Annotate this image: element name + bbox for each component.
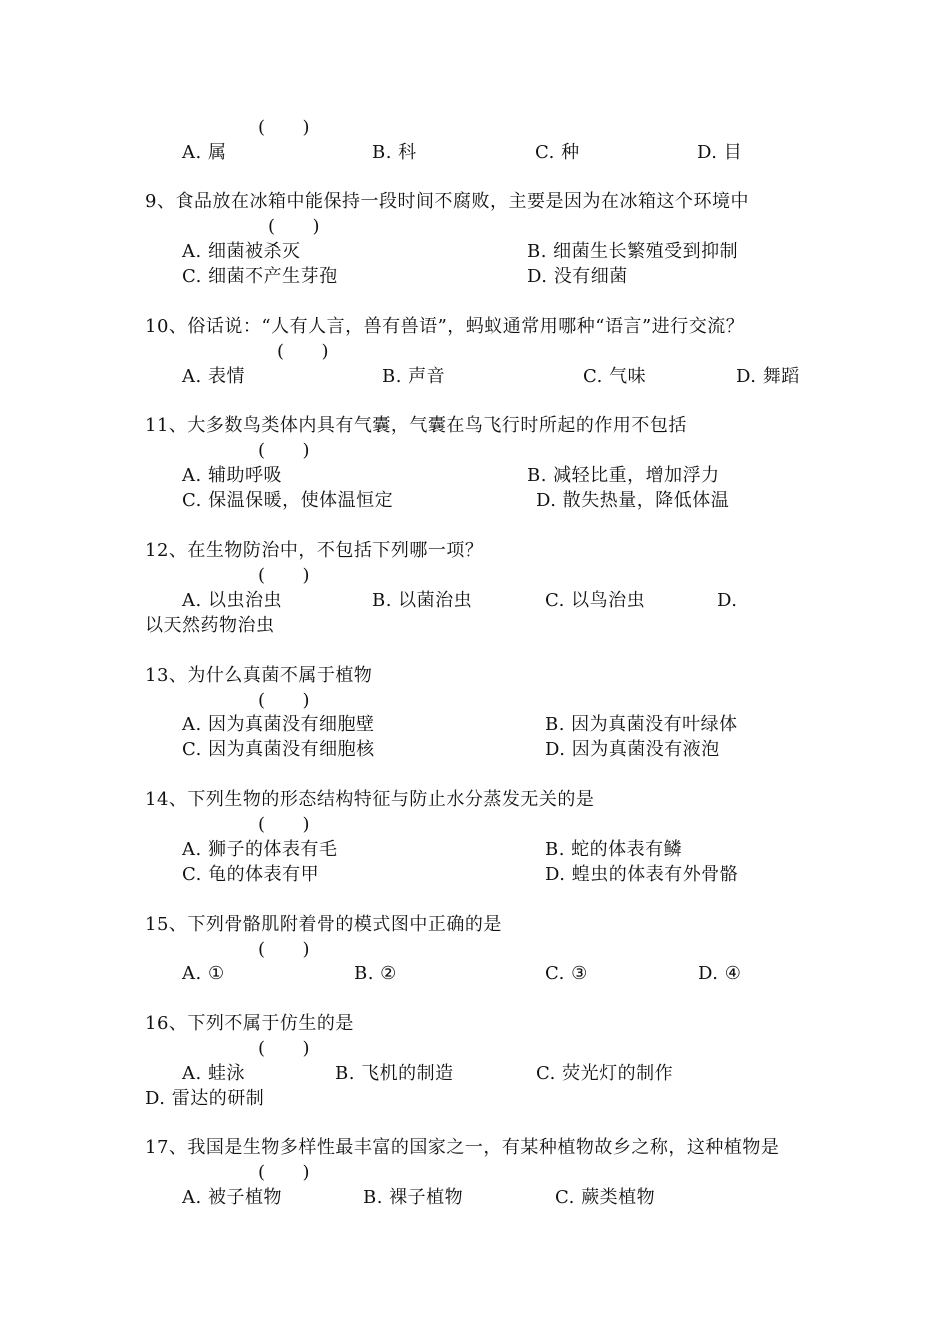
q12-option-c: C. 以鸟治虫 (545, 590, 646, 611)
q12-answer-paren: ( ) (258, 565, 311, 586)
q9-option-a: A. 细菌被杀灭 (182, 241, 301, 262)
q16-option-a: A. 蛙泳 (182, 1063, 245, 1084)
q14-option-b: B. 蛇的体表有鳞 (545, 839, 683, 860)
q10-answer-paren: ( ) (277, 341, 330, 362)
q10-option-a: A. 表情 (182, 366, 245, 387)
q12-option-d-letter: D. (717, 590, 738, 611)
q13-stem: 13、为什么真菌不属于植物 (145, 665, 373, 686)
q17-option-b: B. 裸子植物 (363, 1187, 464, 1208)
q17-option-c: C. 蕨类植物 (555, 1187, 656, 1208)
q8-answer-paren: ( ) (258, 117, 311, 138)
q14-answer-paren: ( ) (258, 814, 311, 835)
q12-stem: 12、在生物防治中，不包括下列哪一项？ (145, 540, 484, 561)
q10-stem: 10、俗话说：“人有人言，兽有兽语”，蚂蚁通常用哪种“语言”进行交流？ (145, 316, 745, 337)
q12-option-a: A. 以虫治虫 (182, 590, 282, 611)
q14-option-a: A. 狮子的体表有毛 (182, 839, 338, 860)
q13-option-c: C. 因为真菌没有细胞核 (182, 739, 375, 760)
q15-option-d: D. ④ (698, 963, 742, 984)
q16-option-b: B. 飞机的制造 (335, 1063, 454, 1084)
q9-option-d: D. 没有细菌 (527, 266, 628, 287)
q11-option-c: C. 保温保暖，使体温恒定 (182, 490, 394, 511)
q15-option-a: A. ① (182, 963, 225, 984)
q9-option-b: B. 细菌生长繁殖受到抑制 (527, 241, 739, 262)
q8-option-d: D. 目 (697, 142, 743, 163)
q11-option-a: A. 辅助呼吸 (182, 465, 282, 486)
q9-option-c: C. 细菌不产生芽孢 (182, 266, 338, 287)
q14-stem: 14、下列生物的形态结构特征与防止水分蒸发无关的是 (145, 789, 595, 810)
q15-option-b: B. ② (354, 963, 397, 984)
q13-option-a: A. 因为真菌没有细胞壁 (182, 714, 375, 735)
q11-option-b: B. 减轻比重，增加浮力 (527, 465, 720, 486)
q16-option-d: D. 雷达的研制 (145, 1088, 265, 1109)
q10-option-c: C. 气味 (583, 366, 647, 387)
q11-option-d: D. 散失热量，降低体温 (536, 490, 730, 511)
q13-option-b: B. 因为真菌没有叶绿体 (545, 714, 738, 735)
q14-option-d: D. 蝗虫的体表有外骨骼 (545, 864, 739, 885)
q17-option-a: A. 被子植物 (182, 1187, 282, 1208)
q15-stem: 15、下列骨骼肌附着骨的模式图中正确的是 (145, 914, 502, 935)
q16-stem: 16、下列不属于仿生的是 (145, 1013, 354, 1034)
q8-option-a: A. 属 (182, 142, 227, 163)
q12-option-d-text: 以天然药物治虫 (145, 615, 275, 636)
q13-answer-paren: ( ) (258, 690, 311, 711)
q8-option-b: B. 科 (372, 142, 417, 163)
q13-option-d: D. 因为真菌没有液泡 (545, 739, 720, 760)
q15-answer-paren: ( ) (258, 939, 311, 960)
q9-stem: 9、食品放在冰箱中能保持一段时间不腐败，主要是因为在冰箱这个环境中 (145, 191, 749, 212)
q10-option-b: B. 声音 (382, 366, 446, 387)
q9-answer-paren: ( ) (268, 216, 321, 237)
q10-option-d: D. 舞蹈 (736, 366, 800, 387)
q8-option-c: C. 种 (535, 142, 580, 163)
q11-stem: 11、大多数鸟类体内具有气囊，气囊在鸟飞行时所起的作用不包括 (145, 415, 687, 436)
q14-option-c: C. 龟的体表有甲 (182, 864, 320, 885)
q12-option-b: B. 以菌治虫 (372, 590, 473, 611)
q15-option-c: C. ③ (545, 963, 588, 984)
q16-answer-paren: ( ) (258, 1038, 311, 1059)
q17-stem: 17、我国是生物多样性最丰富的国家之一，有某种植物故乡之称，这种植物是 (145, 1137, 780, 1158)
q11-answer-paren: ( ) (258, 440, 311, 461)
q16-option-c: C. 荧光灯的制作 (536, 1063, 674, 1084)
q17-answer-paren: ( ) (258, 1162, 311, 1183)
